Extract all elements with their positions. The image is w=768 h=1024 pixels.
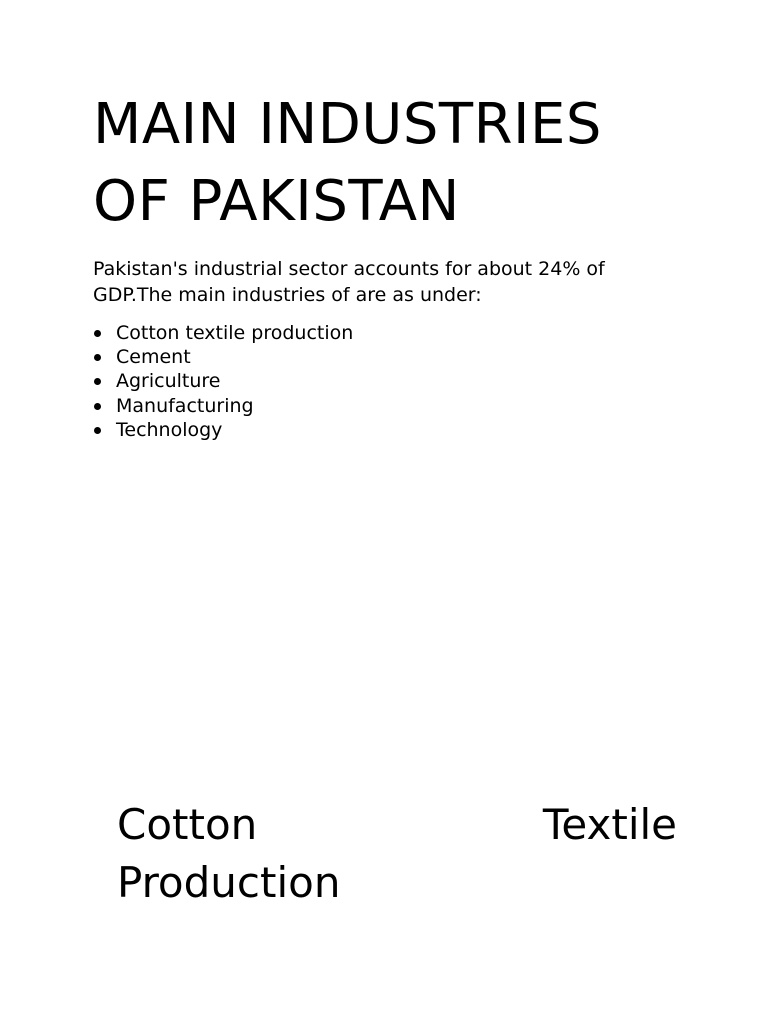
title-line: OF PAKISTAN xyxy=(93,169,460,234)
list-item: Cotton textile production xyxy=(93,321,353,345)
section-heading-word: Production xyxy=(117,858,341,907)
section-heading xyxy=(117,796,677,916)
intro-line: Pakistan's industrial sector accounts for about 24% of xyxy=(93,258,605,280)
page-title xyxy=(93,86,733,240)
intro-paragraph xyxy=(93,256,693,308)
section-heading-word: Cotton xyxy=(117,800,258,849)
list-item: Agriculture xyxy=(93,369,353,393)
intro-line: GDP.The main industries of are as under: xyxy=(93,284,482,306)
title-line: MAIN INDUSTRIES xyxy=(93,92,602,157)
list-item: Manufacturing xyxy=(93,394,353,418)
section-heading-word: Textile xyxy=(542,800,677,849)
list-item: Technology xyxy=(93,418,353,442)
industries-list xyxy=(93,321,353,442)
list-item: Cement xyxy=(93,345,353,369)
